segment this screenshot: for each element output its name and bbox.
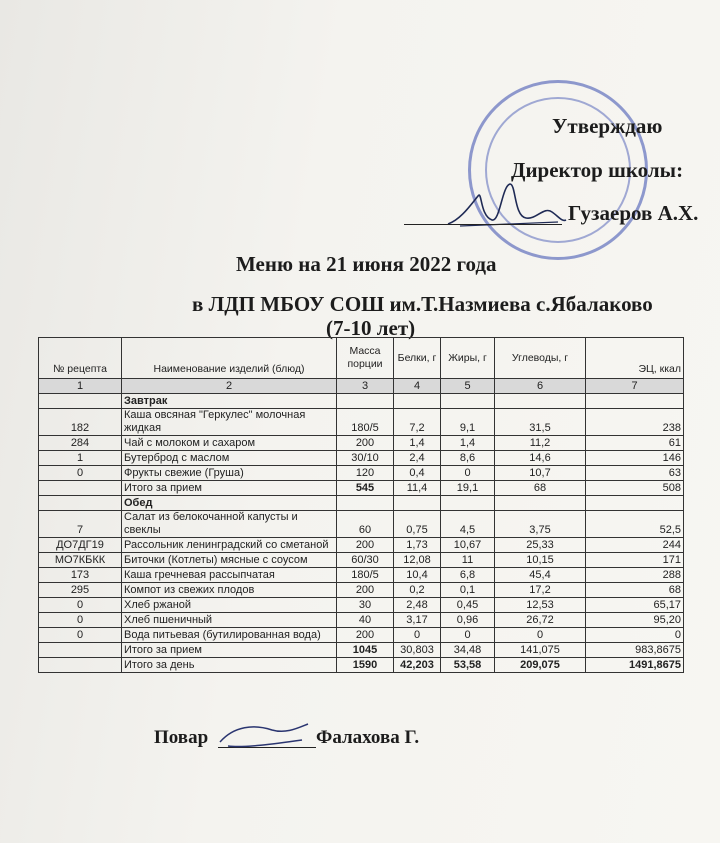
section-breakfast (39, 394, 684, 409)
cell-kcal: 68 (586, 583, 684, 598)
cell-recipe: 7 (39, 511, 122, 538)
cell-name: Каша гречневая рассыпчатая (122, 568, 337, 583)
cell-name: Рассольник ленинградский со сметаной (122, 538, 337, 553)
cell-fat: 0,96 (441, 613, 495, 628)
cell-kcal: 52,5 (586, 511, 684, 538)
cell-name: Фрукты свежие (Груша) (122, 466, 337, 481)
cell-kcal: 238 (586, 409, 684, 436)
cell-protein: 0,4 (394, 466, 441, 481)
column-number: 1 (39, 379, 122, 394)
table-row (39, 466, 684, 481)
cell-name: Хлеб ржаной (122, 598, 337, 613)
cell-recipe: ДО7ДГ19 (39, 538, 122, 553)
cell-fat: 34,48 (441, 643, 495, 658)
cell-kcal: 65,17 (586, 598, 684, 613)
cell-carbs: 209,075 (495, 658, 586, 673)
cell-mass: 180/5 (337, 568, 394, 583)
cell-carbs: 0 (495, 628, 586, 643)
cell-fat: 9,1 (441, 409, 495, 436)
cell-name: Итого за прием (122, 481, 337, 496)
approval-title: Утверждаю (552, 114, 663, 138)
header-mass: Масса порции (337, 338, 394, 379)
cell-name: Итого за прием (122, 643, 337, 658)
cell-carbs: 10,7 (495, 466, 586, 481)
cell-kcal: 146 (586, 451, 684, 466)
cell-protein: 1,4 (394, 436, 441, 451)
cell-recipe: 0 (39, 613, 122, 628)
cell-fat: 10,67 (441, 538, 495, 553)
cell-mass: 1590 (337, 658, 394, 673)
cell-protein: 10,4 (394, 568, 441, 583)
table-row (39, 553, 684, 568)
cell-carbs: 45,4 (495, 568, 586, 583)
cell-recipe: 182 (39, 409, 122, 436)
approval-name: Гузаеров А.Х. (568, 201, 699, 225)
cell-mass: 180/5 (337, 409, 394, 436)
cell-kcal: 1491,8675 (586, 658, 684, 673)
cell-mass: 200 (337, 538, 394, 553)
approval-role: Директор школы: (511, 158, 684, 182)
column-number: 4 (394, 379, 441, 394)
section-label: Завтрак (122, 394, 337, 409)
section-label: Обед (122, 496, 337, 511)
column-number: 5 (441, 379, 495, 394)
cell-carbs: 12,53 (495, 598, 586, 613)
cell-recipe: 0 (39, 598, 122, 613)
age-group: (7-10 лет) (326, 316, 416, 340)
cell-protein: 0,2 (394, 583, 441, 598)
cell-kcal: 0 (586, 628, 684, 643)
cell-kcal: 244 (586, 538, 684, 553)
cell-protein: 30,803 (394, 643, 441, 658)
cell-fat: 0,45 (441, 598, 495, 613)
menu-title: Меню на 21 июня 2022 года (236, 252, 497, 276)
cell-fat: 0 (441, 628, 495, 643)
cell-protein: 42,203 (394, 658, 441, 673)
cook-name: Фалахова Г. (316, 727, 420, 748)
cell-mass: 60 (337, 511, 394, 538)
column-number-row (39, 379, 684, 394)
table-row-subtotal (39, 643, 684, 658)
cell-mass: 200 (337, 628, 394, 643)
table-row-day-total (39, 658, 684, 673)
table-row (39, 568, 684, 583)
cell-protein: 11,4 (394, 481, 441, 496)
cell-protein: 0 (394, 628, 441, 643)
cell-protein: 2,4 (394, 451, 441, 466)
table-row (39, 436, 684, 451)
cell-name: Бутерброд с маслом (122, 451, 337, 466)
cell-fat: 11 (441, 553, 495, 568)
cell-carbs: 10,15 (495, 553, 586, 568)
cell-fat: 4,5 (441, 511, 495, 538)
header-protein: Белки, г (394, 338, 441, 379)
cell-carbs: 141,075 (495, 643, 586, 658)
cell-name: Хлеб пшеничный (122, 613, 337, 628)
cell-kcal: 61 (586, 436, 684, 451)
cell-name: Биточки (Котлеты) мясные с соусом (122, 553, 337, 568)
cell-kcal: 983,8675 (586, 643, 684, 658)
cell-name: Вода питьевая (бутилированная вода) (122, 628, 337, 643)
cell-mass: 40 (337, 613, 394, 628)
cell-carbs: 3,75 (495, 511, 586, 538)
cell-carbs: 25,33 (495, 538, 586, 553)
cell-fat: 53,58 (441, 658, 495, 673)
cell-fat: 6,8 (441, 568, 495, 583)
cell-recipe: 0 (39, 466, 122, 481)
table-row (39, 628, 684, 643)
cell-protein: 0,75 (394, 511, 441, 538)
cell-kcal: 171 (586, 553, 684, 568)
cell-mass: 60/30 (337, 553, 394, 568)
cell-fat: 1,4 (441, 436, 495, 451)
cell-mass: 30 (337, 598, 394, 613)
cell-carbs: 26,72 (495, 613, 586, 628)
cell-fat: 0 (441, 466, 495, 481)
cell-protein: 2,48 (394, 598, 441, 613)
cell-name: Итого за день (122, 658, 337, 673)
cell-kcal: 508 (586, 481, 684, 496)
cell-mass: 120 (337, 466, 394, 481)
table-row (39, 583, 684, 598)
header-kcal: ЭЦ, ккал (586, 338, 684, 379)
cell-protein: 7,2 (394, 409, 441, 436)
cell-name: Чай с молоком и сахаром (122, 436, 337, 451)
cell-recipe: 284 (39, 436, 122, 451)
table-header-row (39, 338, 684, 379)
column-number: 3 (337, 379, 394, 394)
column-number: 2 (122, 379, 337, 394)
header-fat: Жиры, г (441, 338, 495, 379)
cell-mass: 1045 (337, 643, 394, 658)
column-number: 6 (495, 379, 586, 394)
cell-kcal: 95,20 (586, 613, 684, 628)
cell-fat: 19,1 (441, 481, 495, 496)
header-carbs: Углеводы, г (495, 338, 586, 379)
cook-signature (214, 718, 314, 754)
cell-recipe: 1 (39, 451, 122, 466)
cell-recipe: 295 (39, 583, 122, 598)
cell-carbs: 11,2 (495, 436, 586, 451)
cell-protein: 1,73 (394, 538, 441, 553)
cell-fat: 0,1 (441, 583, 495, 598)
table-row (39, 538, 684, 553)
cell-carbs: 68 (495, 481, 586, 496)
cell-recipe: МО7КБКК (39, 553, 122, 568)
cell-mass: 200 (337, 436, 394, 451)
table-row (39, 613, 684, 628)
cell-name: Салат из белокочанной капусты и свеклы (122, 511, 337, 538)
school-line: в ЛДП МБОУ СОШ им.Т.Назмиева с.Ябалаково (192, 292, 653, 316)
cell-mass: 200 (337, 583, 394, 598)
cell-kcal: 288 (586, 568, 684, 583)
director-signature-line (404, 224, 562, 225)
cell-carbs: 31,5 (495, 409, 586, 436)
column-number: 7 (586, 379, 684, 394)
cell-mass: 545 (337, 481, 394, 496)
menu-table (38, 337, 684, 673)
cook-label: Повар (154, 727, 209, 748)
cell-recipe: 0 (39, 628, 122, 643)
header-recipe: № рецепта (39, 338, 122, 379)
section-lunch (39, 496, 684, 511)
cell-kcal: 63 (586, 466, 684, 481)
cell-carbs: 17,2 (495, 583, 586, 598)
header-name: Наименование изделий (блюд) (122, 338, 337, 379)
table-row (39, 451, 684, 466)
table-row-subtotal (39, 481, 684, 496)
table-row (39, 409, 684, 436)
cell-carbs: 14,6 (495, 451, 586, 466)
cell-mass: 30/10 (337, 451, 394, 466)
cell-protein: 3,17 (394, 613, 441, 628)
cell-protein: 12,08 (394, 553, 441, 568)
cell-recipe: 173 (39, 568, 122, 583)
cell-name: Каша овсяная "Геркулес" молочная жидкая (122, 409, 337, 436)
cell-name: Компот из свежих плодов (122, 583, 337, 598)
table-row (39, 511, 684, 538)
cell-fat: 8,6 (441, 451, 495, 466)
table-row (39, 598, 684, 613)
